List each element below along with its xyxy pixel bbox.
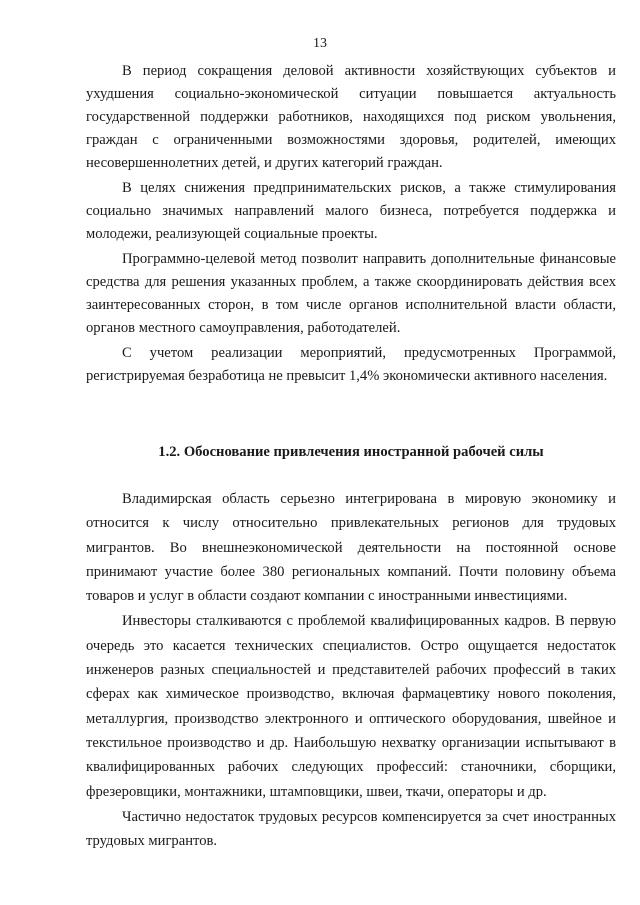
- paragraph: С учетом реализации мероприятий, предусмотренных Программой, регистрируемая безработица не превысит 1,4% экономически активного населения.: [86, 345, 616, 384]
- paragraph: В период сокращения деловой активности хозяйствующих субъектов и ухудшения социально-экономической ситуации повышается актуальность государственной поддержки работников, находящихся под риском увольнения, граждан с ограниченными возможностями здоровья, родителей, имеющих несовершеннолетних детей, и других категорий граждан.: [86, 63, 616, 171]
- section-heading: 1.2. Обоснование привлечения иностранной рабочей силы: [158, 444, 544, 460]
- paragraph: В целях снижения предпринимательских рисков, а также стимулирования социально значимых направлений малого бизнеса, потребуется поддержка и молодежи, реализующей социальные проекты.: [86, 180, 616, 242]
- paragraph: Частично недостаток трудовых ресурсов компенсируется за счет иностранных трудовых мигрантов.: [86, 808, 616, 850]
- paragraph: Владимирская область серьезно интегрирована в мировую экономику и относится к числу относительно привлекательных регионов для трудовых мигрантов. Во внешнеэкономической деятельности на постоянной основе принимают участие более 380 региональных компаний. Почти половину объема товаров и услуг в области создают компании с иностранными инвестициями.: [86, 491, 616, 605]
- top-text-block: [86, 60, 616, 388]
- page-number: 13: [313, 36, 327, 51]
- paragraph: Инвесторы сталкиваются с проблемой квалифицированных кадров. В первую очередь это касается технических специалистов. Остро ощущается недостаток инженеров разных специальностей и представителей рабочих профессий в таких сферах как химическое производство, включая фармацевтику нового поколения, металлургия, производство электронного и оптического оборудования, швейное и текстильное производство и др. Наибольшую нехватку организации испытывают в квалифицированных рабочих следующих профессий: станочники, сборщики, фрезеровщики, монтажники, штамповщики, швеи, ткачи, операторы и др.: [86, 613, 616, 800]
- paragraph: Программно-целевой метод позволит направить дополнительные финансовые средства для решения указанных проблем, а также скоординировать действия всех заинтересованных сторон, в том числе органов исполнительной власти области, органов местного самоуправления, работодателей.: [86, 251, 616, 336]
- bottom-text-block: [86, 487, 616, 853]
